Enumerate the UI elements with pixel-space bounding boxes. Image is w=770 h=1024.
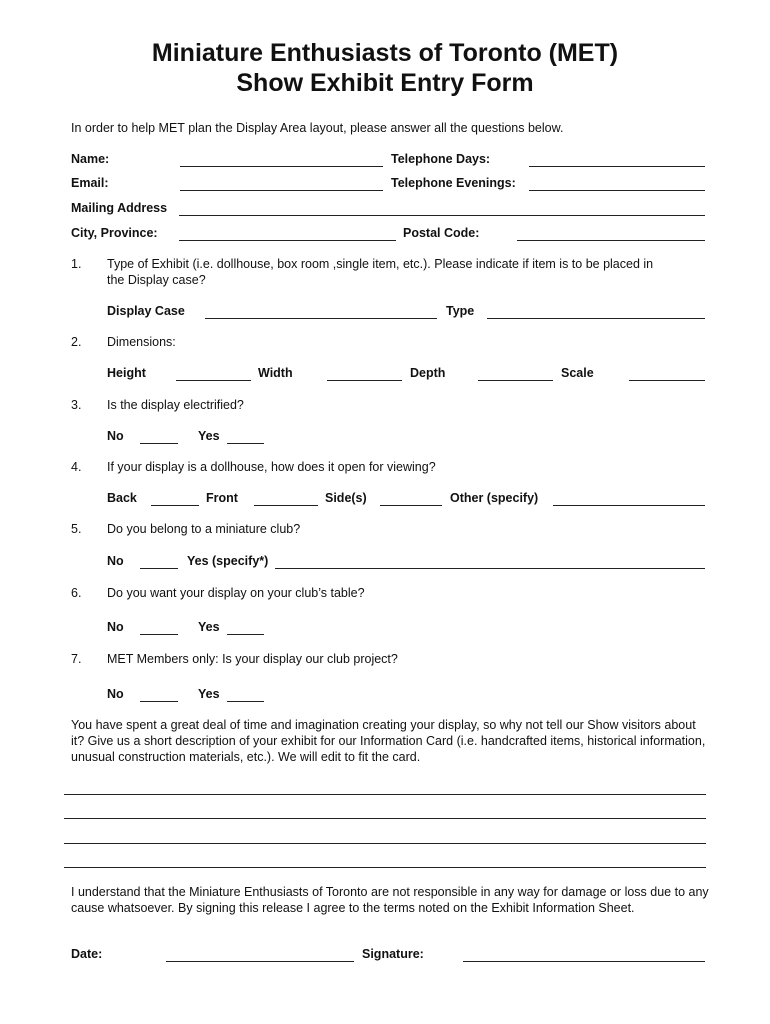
q6-text: Do you want your display on your club’s table? bbox=[107, 586, 365, 600]
description-prompt: You have spent a great deal of time and imagination creating your display, so why not tell our Show visitors about it? Give us a short description of your exhibit for our Information Card (i.e. handcrafted items, historical information, unusual construction materials, etc.). We will edit to fit the card. bbox=[71, 718, 706, 764]
email-field[interactable] bbox=[180, 176, 383, 191]
q5-no-field[interactable] bbox=[140, 554, 178, 569]
depth-label: Depth bbox=[410, 366, 446, 380]
telephone-evenings-label: Telephone Evenings: bbox=[391, 176, 516, 190]
email-label: Email: bbox=[71, 176, 109, 190]
postal-code-field[interactable] bbox=[517, 226, 705, 241]
type-label: Type bbox=[446, 304, 475, 318]
back-field[interactable] bbox=[151, 491, 199, 506]
date-label: Date: bbox=[71, 947, 103, 961]
q1-number: 1. bbox=[71, 257, 82, 271]
other-specify-field[interactable] bbox=[553, 491, 705, 506]
q1-text: Type of Exhibit (i.e. dollhouse, box room ,single item, etc.). Please indicate if item is to be placed in the Display case? bbox=[107, 257, 654, 287]
q5-no-label: No bbox=[107, 554, 124, 568]
q7-text: MET Members only: Is your display our club project? bbox=[107, 652, 398, 666]
q3-yes-field[interactable] bbox=[227, 429, 264, 444]
q7-no-label: No bbox=[107, 687, 124, 701]
q2-number: 2. bbox=[71, 335, 82, 349]
q7-yes-label: Yes bbox=[198, 687, 220, 701]
club-specify-field[interactable] bbox=[275, 554, 705, 569]
name-label: Name: bbox=[71, 152, 110, 166]
q5-number: 5. bbox=[71, 522, 82, 536]
q2-text: Dimensions: bbox=[107, 335, 176, 349]
q3-yes-label: Yes bbox=[198, 429, 220, 443]
q6-yes-label: Yes bbox=[198, 620, 220, 634]
mailing-address-label: Mailing Address bbox=[71, 201, 168, 215]
sides-field[interactable] bbox=[380, 491, 442, 506]
scale-label: Scale bbox=[561, 366, 594, 380]
q7-no-field[interactable] bbox=[140, 687, 178, 702]
display-case-label: Display Case bbox=[107, 304, 185, 318]
q5-text: Do you belong to a miniature club? bbox=[107, 522, 301, 536]
name-field[interactable] bbox=[180, 152, 383, 167]
q4-number: 4. bbox=[71, 460, 82, 474]
telephone-days-field[interactable] bbox=[529, 152, 705, 167]
width-field[interactable] bbox=[327, 366, 402, 381]
description-line-4[interactable] bbox=[64, 853, 706, 868]
q3-no-label: No bbox=[107, 429, 124, 443]
q3-number: 3. bbox=[71, 398, 82, 412]
description-line-1[interactable] bbox=[64, 780, 706, 795]
city-province-field[interactable] bbox=[179, 226, 396, 241]
front-field[interactable] bbox=[254, 491, 318, 506]
q3-text: Is the display electrified? bbox=[107, 398, 244, 412]
city-province-label: City, Province: bbox=[71, 226, 158, 240]
form-title-line2: Show Exhibit Entry Form bbox=[236, 69, 534, 97]
q6-number: 6. bbox=[71, 586, 82, 600]
depth-field[interactable] bbox=[478, 366, 553, 381]
q3-no-field[interactable] bbox=[140, 429, 178, 444]
q6-yes-field[interactable] bbox=[227, 620, 264, 635]
q5-yes-specify-label: Yes (specify*) bbox=[187, 554, 269, 568]
display-case-field[interactable] bbox=[205, 304, 437, 319]
signature-label: Signature: bbox=[362, 947, 424, 961]
mailing-address-field[interactable] bbox=[179, 201, 705, 216]
release-text: I understand that the Miniature Enthusiasts of Toronto are not responsible in any way for damage or loss due to any cause whatsoever. By signing this release I agree to the terms noted on the Exhibit Information Sheet. bbox=[71, 885, 709, 915]
height-field[interactable] bbox=[176, 366, 251, 381]
q7-number: 7. bbox=[71, 652, 82, 666]
scale-field[interactable] bbox=[629, 366, 705, 381]
date-field[interactable] bbox=[166, 947, 354, 962]
q6-no-field[interactable] bbox=[140, 620, 178, 635]
q4-text: If your display is a dollhouse, how does it open for viewing? bbox=[107, 460, 436, 474]
other-specify-label: Other (specify) bbox=[450, 491, 539, 505]
front-label: Front bbox=[206, 491, 238, 505]
type-field[interactable] bbox=[487, 304, 705, 319]
telephone-days-label: Telephone Days: bbox=[391, 152, 491, 166]
back-label: Back bbox=[107, 491, 137, 505]
q7-yes-field[interactable] bbox=[227, 687, 264, 702]
signature-field[interactable] bbox=[463, 947, 705, 962]
description-line-2[interactable] bbox=[64, 804, 706, 819]
q6-no-label: No bbox=[107, 620, 124, 634]
postal-code-label: Postal Code: bbox=[403, 226, 480, 240]
telephone-evenings-field[interactable] bbox=[529, 176, 705, 191]
form-title-line1: Miniature Enthusiasts of Toronto (MET) bbox=[151, 39, 619, 67]
intro-text: In order to help MET plan the Display Area layout, please answer all the questions below. bbox=[71, 121, 564, 135]
width-label: Width bbox=[258, 366, 293, 380]
sides-label: Side(s) bbox=[325, 491, 367, 505]
description-line-3[interactable] bbox=[64, 829, 706, 844]
height-label: Height bbox=[107, 366, 146, 380]
